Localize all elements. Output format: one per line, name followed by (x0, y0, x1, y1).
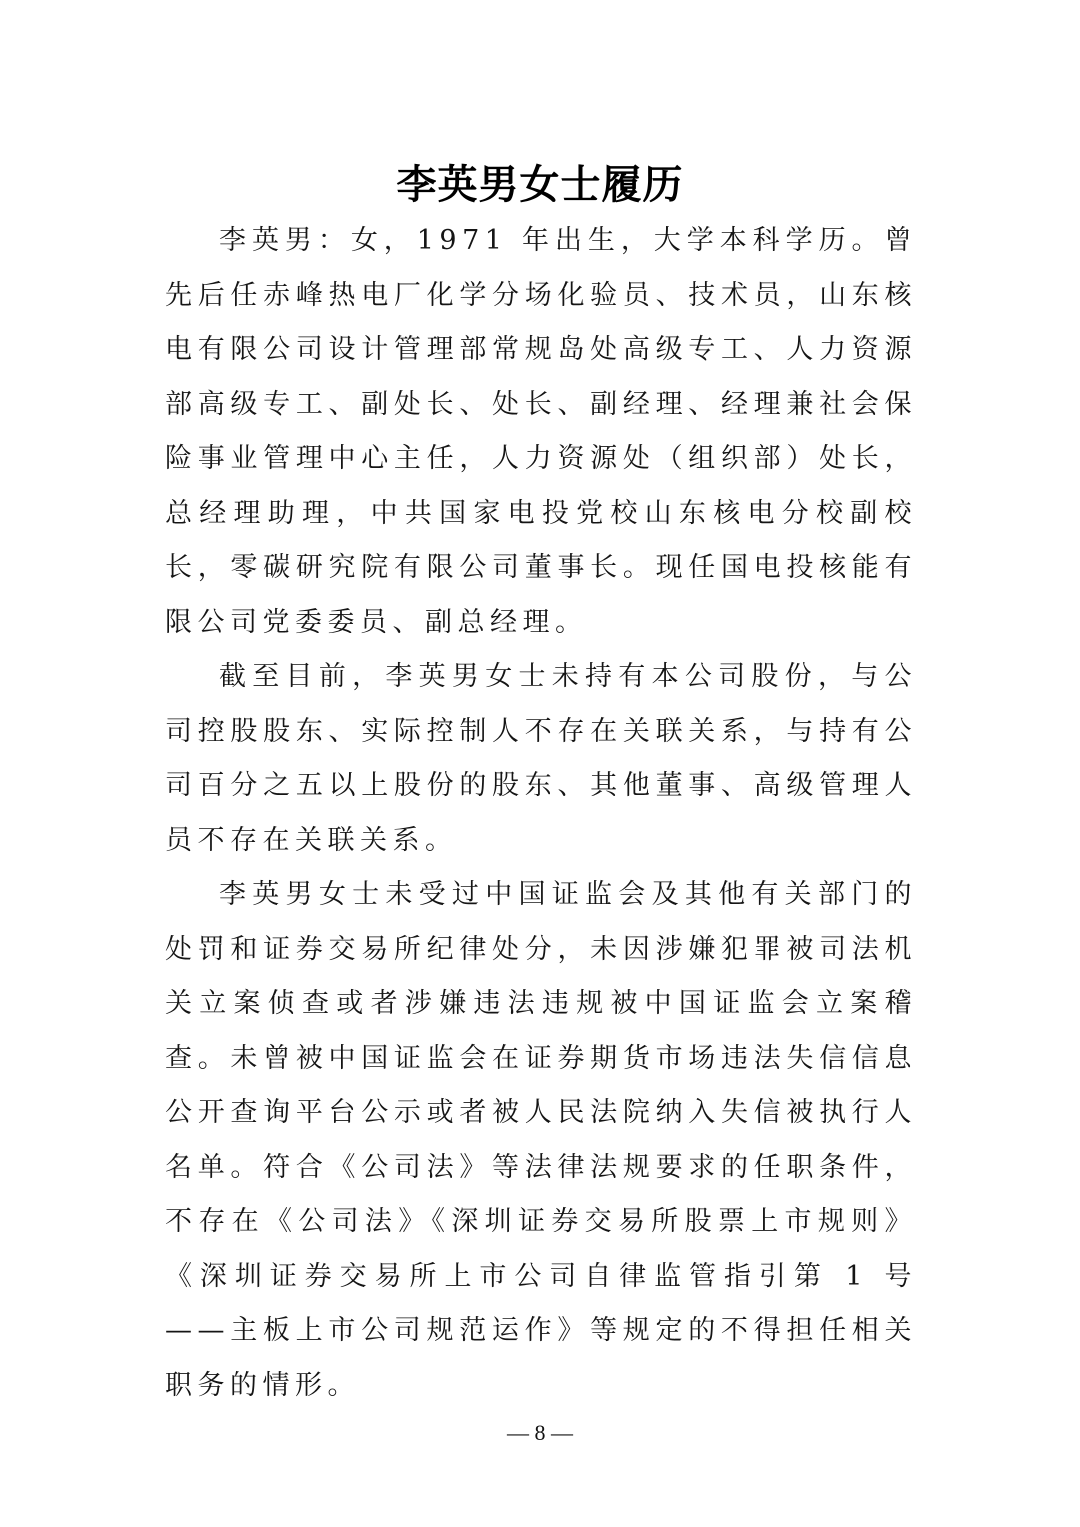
document-body (165, 214, 917, 1413)
paragraph-shareholding: 截至目前，李英男女士未持有本公司股份，与公司控股股东、实际控制人不存在关联关系，与持有公司百分之五以上股份的股东、其他董事、高级管理人员不存在关联关系。 (165, 661, 917, 856)
paragraph-compliance: 李英男女士未受过中国证监会及其他有关部门的处罚和证券交易所纪律处分，未因涉嫌犯罪被司法机关立案侦查或者涉嫌违法违规被中国证监会立案稽查。未曾被中国证监会在证券期货市场违法失信信息公开查询平台公示或者被人民法院纳入失信被执行人名单。符合《公司法》等法律法规要求的任职条件，不存在《公司法》《深圳证券交易所股票上市规则》《深圳证券交易所上市公司自律监管指引第 1 号——主板上市公司规范运作》等规定的不得担任相关职务的情形。 (165, 879, 917, 1401)
paragraph-biography: 李英男：女，1971 年出生，大学本科学历。曾先后任赤峰热电厂化学分场化验员、技术员，山东核电有限公司设计管理部常规岛处高级专工、人力资源部高级专工、副处长、处长、副经理、经理兼社会保险事业管理中心主任，人力资源处（组织部）处长，总经理助理，中共国家电投党校山东核电分校副校长，零碳研究院有限公司董事长。现任国电投核能有限公司党委委员、副总经理。 (165, 225, 917, 638)
page-number: — 8 — (507, 1420, 573, 1445)
document-title: 李英男女士履历 (396, 161, 684, 208)
